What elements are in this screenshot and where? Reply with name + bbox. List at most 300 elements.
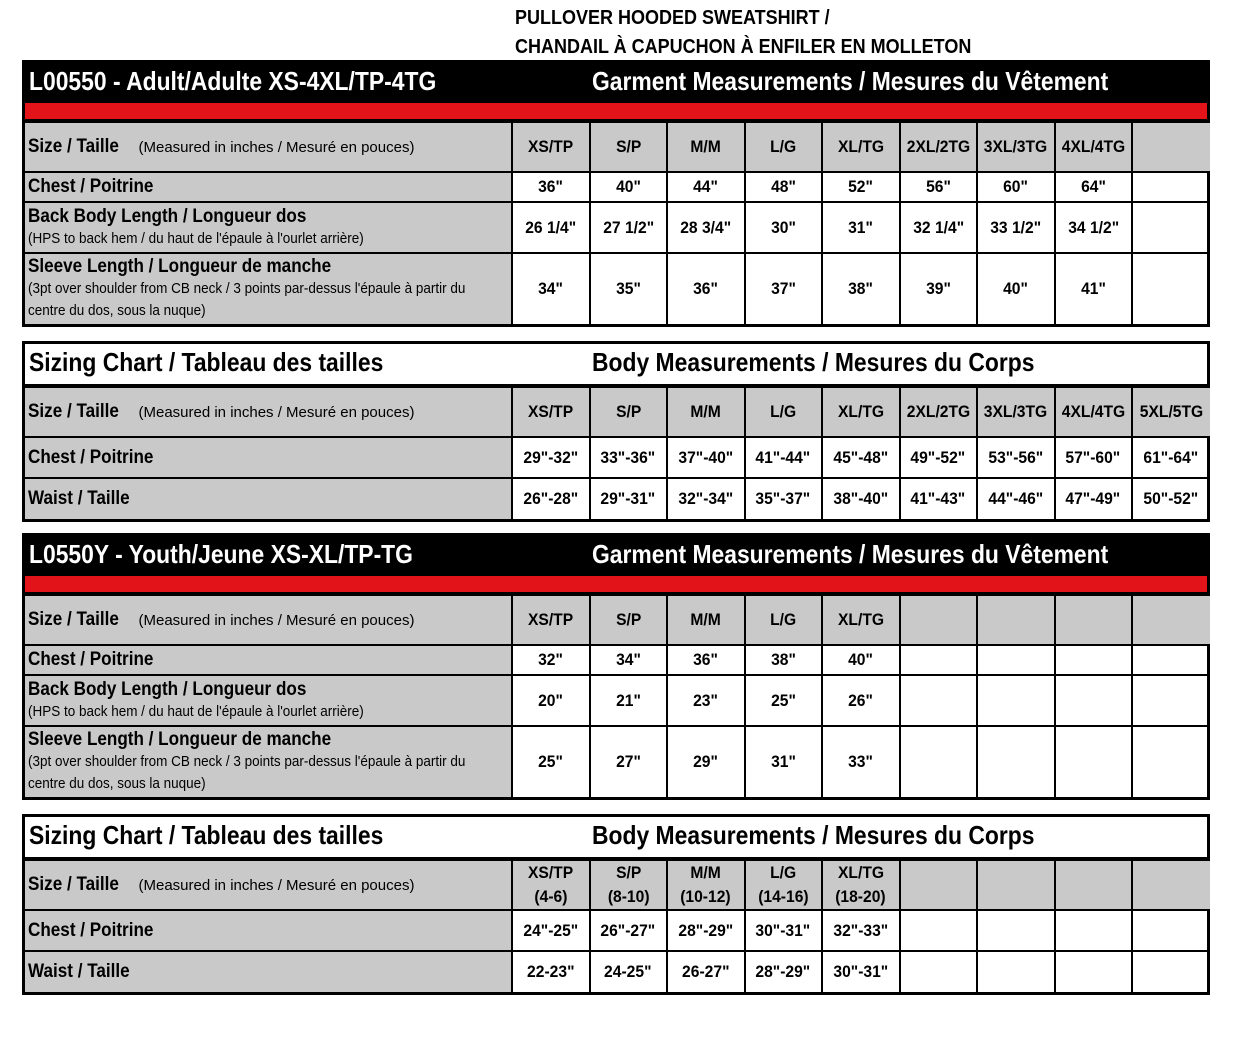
measurement-value-cell	[977, 172, 1055, 202]
measurement-value: 36"	[538, 177, 564, 196]
measurement-value-cell	[745, 951, 823, 992]
measurement-value-cell	[977, 202, 1055, 253]
size-header-cell	[1132, 387, 1210, 437]
measurement-value-cell	[977, 951, 1055, 992]
size-header-cell	[1132, 122, 1210, 172]
measurement-value: 33"	[848, 752, 874, 771]
measurement-value-cell	[977, 675, 1055, 726]
measurement-note: (HPS to back hem / du haut de l'épaule à l'ourlet arrière)	[28, 230, 364, 247]
measurement-value: 38"	[848, 279, 874, 298]
measurement-label: Chest / Poitrine	[28, 919, 154, 941]
section-header	[25, 536, 1207, 576]
size-code: S/P	[615, 402, 641, 421]
measurement-value-cell	[1055, 172, 1133, 202]
measurement-note: (3pt over shoulder from CB neck / 3 points par-dessus l'épaule à partir du centre du dos, sous la nuque)	[28, 281, 466, 319]
youth-body-section	[22, 814, 1210, 995]
size-code: 3XL/3TG	[984, 137, 1048, 156]
size-header-cell	[590, 860, 668, 910]
measurement-value: 49"-52"	[910, 447, 966, 467]
adult-body-section	[22, 341, 1210, 522]
size-code: M/M	[690, 402, 721, 421]
size-header-cell	[1055, 860, 1133, 910]
measurement-value: 28 3/4"	[680, 217, 732, 237]
measurement-value: 31"	[848, 217, 874, 237]
measurement-value-cell	[667, 437, 745, 478]
measurement-value: 30"-31"	[755, 920, 811, 940]
red-divider	[25, 576, 1207, 594]
size-header-cell	[977, 860, 1055, 910]
measurement-value: 34"	[615, 650, 641, 669]
section-subtitle: Garment Measurements / Mesures du Vêtement	[592, 539, 1109, 569]
row-label-cell	[25, 645, 512, 675]
size-label-cell	[25, 387, 512, 437]
measurement-value: 34"	[538, 279, 564, 298]
measurement-value: 26"-27"	[600, 920, 656, 940]
measurement-value-cell	[900, 645, 978, 675]
size-code: L/G	[770, 863, 797, 882]
measurement-value: 44"	[693, 177, 719, 196]
size-code: 4XL/4TG	[1061, 137, 1125, 156]
measurement-value: 48"	[770, 177, 796, 196]
measurement-value-cell	[512, 202, 590, 253]
size-header-cell	[900, 122, 978, 172]
measurement-value-cell	[822, 726, 900, 797]
measurement-value: 45"-48"	[833, 447, 889, 467]
measurement-label: Back Body Length / Longueur dos	[28, 678, 307, 700]
measurement-value-cell	[745, 253, 823, 324]
measurement-value-cell	[667, 726, 745, 797]
measurement-value-cell	[590, 478, 668, 519]
size-note: (Measured in inches / Mesuré en pouces)	[138, 612, 415, 629]
measurement-value-cell	[590, 645, 668, 675]
size-header-cell	[667, 122, 745, 172]
measurement-note: (3pt over shoulder from CB neck / 3 points par-dessus l'épaule à partir du centre du dos, sous la nuque)	[28, 754, 466, 792]
measurement-value-cell	[822, 172, 900, 202]
measurement-value: 26 1/4"	[525, 217, 577, 237]
measurement-value-cell	[745, 478, 823, 519]
size-table	[25, 386, 1210, 519]
size-code: XS/TP	[528, 610, 574, 629]
size-header-cell	[1055, 387, 1133, 437]
size-label: Size / Taille	[28, 401, 119, 422]
measurement-value-cell	[745, 910, 823, 951]
row-label-cell	[25, 910, 512, 951]
size-range: (14-16)	[758, 887, 809, 906]
red-divider	[25, 103, 1207, 121]
size-header-cell	[977, 387, 1055, 437]
measurement-value: 32"	[538, 650, 564, 669]
measurement-value-cell	[745, 675, 823, 726]
measurement-value: 38"	[770, 650, 796, 669]
measurement-value: 47"-49"	[1065, 489, 1121, 508]
row-label-cell	[25, 675, 512, 726]
measurement-value-cell	[745, 202, 823, 253]
measurement-value: 32"-34"	[678, 489, 734, 508]
size-header-cell	[512, 122, 590, 172]
measurement-row	[25, 675, 1210, 726]
measurement-row	[25, 202, 1210, 253]
measurement-value-cell	[667, 478, 745, 519]
measurement-value: 31"	[770, 752, 796, 771]
measurement-value-cell	[822, 645, 900, 675]
measurement-label: Waist / Taille	[28, 488, 130, 509]
size-header-row	[25, 387, 1210, 437]
measurement-value-cell	[1055, 437, 1133, 478]
measurement-value-cell	[667, 645, 745, 675]
measurement-value-cell	[1132, 645, 1210, 675]
measurement-row	[25, 645, 1210, 675]
measurement-value-cell	[900, 172, 978, 202]
measurement-value-cell	[977, 253, 1055, 324]
measurement-value-cell	[1055, 675, 1133, 726]
measurement-value-cell	[1132, 951, 1210, 992]
measurement-note: (HPS to back hem / du haut de l'épaule à l'ourlet arrière)	[28, 703, 364, 720]
size-code: 4XL/4TG	[1061, 402, 1125, 421]
section-title: Sizing Chart / Tableau des tailles	[29, 820, 384, 850]
measurement-value-cell	[590, 253, 668, 324]
measurement-value-cell	[900, 910, 978, 951]
measurement-value-cell	[745, 726, 823, 797]
document-title	[515, 4, 971, 62]
measurement-value-cell	[512, 172, 590, 202]
size-code: S/P	[615, 137, 641, 156]
measurement-row	[25, 951, 1210, 992]
measurement-value-cell	[1055, 478, 1133, 519]
measurement-value-cell	[1055, 253, 1133, 324]
size-code: M/M	[690, 137, 721, 156]
measurement-value-cell	[1132, 726, 1210, 797]
size-range: (18-20)	[835, 887, 886, 906]
measurement-value-cell	[900, 478, 978, 519]
measurement-value-cell	[822, 910, 900, 951]
measurement-label: Sleeve Length / Longueur de manche	[28, 729, 332, 750]
size-code: L/G	[770, 137, 797, 156]
size-code: 2XL/2TG	[906, 137, 970, 156]
size-code: XL/TG	[837, 610, 884, 629]
measurement-value-cell	[1132, 910, 1210, 951]
section-header	[25, 817, 1207, 859]
size-header-cell	[1132, 595, 1210, 645]
size-header-cell	[1055, 122, 1133, 172]
measurement-value-cell	[512, 910, 590, 951]
measurement-value-cell	[822, 675, 900, 726]
measurement-value: 32 1/4"	[912, 217, 964, 237]
size-label-cell	[25, 122, 512, 172]
measurement-value-cell	[745, 645, 823, 675]
measurement-value-cell	[590, 437, 668, 478]
measurement-value-cell	[977, 910, 1055, 951]
size-header-row	[25, 122, 1210, 172]
measurement-value: 29"-31"	[600, 489, 656, 508]
size-code: XS/TP	[528, 137, 574, 156]
size-header-row	[25, 595, 1210, 645]
measurement-value-cell	[977, 478, 1055, 519]
size-header-cell	[1055, 595, 1133, 645]
size-code: L/G	[770, 402, 797, 421]
size-label: Size / Taille	[28, 609, 119, 630]
measurement-value: 24"-25"	[523, 920, 579, 940]
measurement-value: 21"	[615, 690, 641, 710]
size-code: S/P	[615, 610, 641, 629]
measurement-label: Sleeve Length / Longueur de manche	[28, 256, 332, 277]
measurement-label: Chest / Poitrine	[28, 176, 154, 197]
section-title: L00550 - Adult/Adulte XS-4XL/TP-4TG	[29, 66, 437, 96]
measurement-value-cell	[977, 645, 1055, 675]
measurement-value: 24-25"	[604, 962, 652, 981]
measurement-value: 37"	[770, 279, 796, 298]
measurement-value: 25"	[770, 690, 796, 710]
measurement-label: Back Body Length / Longueur dos	[28, 205, 307, 227]
measurement-value: 27"	[615, 752, 641, 771]
measurement-value-cell	[590, 726, 668, 797]
measurement-value-cell	[1132, 478, 1210, 519]
size-header-cell	[822, 860, 900, 910]
size-range: (4-6)	[534, 887, 568, 906]
measurement-value-cell	[900, 437, 978, 478]
size-header-cell	[512, 860, 590, 910]
measurement-value-cell	[1055, 910, 1133, 951]
measurement-value: 36"	[693, 279, 719, 298]
measurement-row	[25, 478, 1210, 519]
measurement-label: Chest / Poitrine	[28, 649, 154, 670]
measurement-value: 20"	[538, 690, 564, 710]
measurement-value: 41"-44"	[755, 447, 811, 467]
measurement-value-cell	[512, 645, 590, 675]
measurement-value-cell	[667, 172, 745, 202]
measurement-value-cell	[667, 951, 745, 992]
measurement-value-cell	[590, 910, 668, 951]
size-header-cell	[822, 122, 900, 172]
size-header-cell	[745, 122, 823, 172]
section-header	[25, 344, 1207, 386]
size-label-cell	[25, 595, 512, 645]
measurement-value-cell	[745, 437, 823, 478]
row-label-cell	[25, 726, 512, 797]
measurement-value-cell	[512, 478, 590, 519]
measurement-value-cell	[1132, 172, 1210, 202]
measurement-value: 23"	[693, 690, 719, 710]
measurement-value: 26"	[848, 690, 874, 710]
size-note: (Measured in inches / Mesuré en pouces)	[138, 139, 415, 156]
measurement-value: 64"	[1080, 177, 1106, 196]
row-label-cell	[25, 253, 512, 324]
size-label-cell	[25, 860, 512, 910]
measurement-value-cell	[900, 253, 978, 324]
size-code: 5XL/5TG	[1139, 402, 1203, 421]
measurement-value-cell	[977, 726, 1055, 797]
measurement-value-cell	[1132, 437, 1210, 478]
measurement-value: 40"	[848, 650, 874, 669]
measurement-value: 41"	[1080, 279, 1106, 298]
measurement-value-cell	[977, 437, 1055, 478]
size-note: (Measured in inches / Mesuré en pouces)	[138, 404, 415, 421]
adult-garment-section	[22, 60, 1210, 327]
size-header-cell	[590, 122, 668, 172]
row-label-cell	[25, 172, 512, 202]
size-header-cell	[512, 595, 590, 645]
size-header-cell	[977, 595, 1055, 645]
size-range: (10-12)	[680, 887, 731, 906]
size-header-cell	[590, 595, 668, 645]
size-label: Size / Taille	[28, 136, 119, 157]
measurement-value: 40"	[1003, 279, 1029, 298]
measurement-value: 40"	[615, 177, 641, 196]
measurement-value-cell	[822, 202, 900, 253]
size-code: 3XL/3TG	[984, 402, 1048, 421]
measurement-value-cell	[822, 437, 900, 478]
measurement-value-cell	[512, 726, 590, 797]
measurement-value: 35"	[615, 279, 641, 298]
size-header-cell	[1132, 860, 1210, 910]
measurement-value-cell	[512, 675, 590, 726]
row-label-cell	[25, 478, 512, 519]
measurement-value: 35"-37"	[755, 489, 811, 508]
size-code: S/P	[615, 863, 641, 882]
measurement-value: 26-27"	[682, 962, 730, 981]
measurement-value: 33 1/2"	[990, 217, 1042, 237]
measurement-value-cell	[667, 675, 745, 726]
measurement-value: 22-23"	[527, 962, 575, 981]
section-title: L0550Y - Youth/Jeune XS-XL/TP-TG	[29, 539, 413, 569]
size-header-row	[25, 860, 1210, 910]
measurement-value: 29"-32"	[523, 447, 579, 467]
measurement-value-cell	[900, 951, 978, 992]
size-code: XS/TP	[528, 863, 574, 882]
measurement-value: 37"-40"	[678, 447, 734, 467]
size-code: M/M	[690, 610, 721, 629]
section-subtitle: Body Measurements / Mesures du Corps	[592, 820, 1035, 850]
size-header-cell	[745, 595, 823, 645]
measurement-value-cell	[512, 951, 590, 992]
measurement-value: 25"	[538, 752, 564, 771]
size-code: 2XL/2TG	[906, 402, 970, 421]
measurement-value: 57"-60"	[1065, 447, 1121, 467]
measurement-value: 34 1/2"	[1067, 217, 1119, 237]
section-subtitle: Garment Measurements / Mesures du Vêtement	[592, 66, 1109, 96]
size-code: XS/TP	[528, 402, 574, 421]
measurement-value-cell	[590, 202, 668, 253]
size-header-cell	[900, 387, 978, 437]
size-table	[25, 121, 1210, 324]
row-label-cell	[25, 951, 512, 992]
section-title: Sizing Chart / Tableau des tailles	[29, 347, 384, 377]
size-header-cell	[667, 387, 745, 437]
row-label-cell	[25, 202, 512, 253]
section-header	[25, 63, 1207, 103]
size-header-cell	[900, 860, 978, 910]
measurement-label: Waist / Taille	[28, 961, 130, 982]
measurement-value: 29"	[693, 752, 719, 771]
measurement-value-cell	[1132, 253, 1210, 324]
size-header-cell	[667, 595, 745, 645]
measurement-value-cell	[512, 253, 590, 324]
measurement-value-cell	[822, 951, 900, 992]
size-table	[25, 594, 1210, 797]
measurement-value: 41"-43"	[910, 489, 966, 508]
measurement-value: 39"	[925, 279, 951, 298]
size-code: XL/TG	[837, 863, 884, 882]
size-header-cell	[512, 387, 590, 437]
measurement-value: 44"-46"	[988, 489, 1044, 508]
measurement-value-cell	[1055, 202, 1133, 253]
size-code: XL/TG	[837, 137, 884, 156]
size-range: (8-10)	[607, 887, 650, 906]
measurement-value-cell	[900, 202, 978, 253]
size-code: L/G	[770, 610, 797, 629]
measurement-value-cell	[590, 951, 668, 992]
measurement-value: 38"-40"	[833, 489, 889, 508]
measurement-value: 30"	[770, 217, 796, 237]
size-header-cell	[745, 387, 823, 437]
measurement-value-cell	[822, 253, 900, 324]
measurement-value-cell	[1055, 645, 1133, 675]
measurement-value-cell	[822, 478, 900, 519]
measurement-value: 50"-52"	[1143, 489, 1199, 508]
measurement-value: 61"-64"	[1143, 447, 1199, 467]
size-header-cell	[667, 860, 745, 910]
size-table	[25, 859, 1210, 992]
measurement-row	[25, 437, 1210, 478]
measurement-value-cell	[900, 675, 978, 726]
measurement-label: Chest / Poitrine	[28, 446, 154, 468]
measurement-value: 26"-28"	[523, 489, 579, 508]
measurement-value-cell	[745, 172, 823, 202]
measurement-row	[25, 726, 1210, 797]
size-code: M/M	[690, 863, 721, 882]
size-label: Size / Taille	[28, 874, 119, 895]
measurement-value: 53"-56"	[988, 447, 1044, 467]
measurement-row	[25, 910, 1210, 951]
measurement-value-cell	[512, 437, 590, 478]
measurement-row	[25, 172, 1210, 202]
youth-garment-section	[22, 533, 1210, 800]
size-header-cell	[822, 387, 900, 437]
measurement-value-cell	[1055, 726, 1133, 797]
measurement-value-cell	[590, 675, 668, 726]
measurement-value-cell	[667, 202, 745, 253]
measurement-value: 30"-31"	[833, 962, 889, 981]
measurement-value: 32"-33"	[833, 920, 889, 940]
measurement-value: 27 1/2"	[602, 217, 654, 237]
measurement-value: 28"-29"	[678, 920, 734, 940]
measurement-value-cell	[1055, 951, 1133, 992]
document-title-line-1: PULLOVER HOODED SWEATSHIRT /	[515, 7, 830, 29]
measurement-value-cell	[1132, 202, 1210, 253]
measurement-value: 28"-29"	[755, 962, 811, 981]
size-code: XL/TG	[837, 402, 884, 421]
size-note: (Measured in inches / Mesuré en pouces)	[138, 877, 415, 894]
measurement-value-cell	[1132, 675, 1210, 726]
size-header-cell	[590, 387, 668, 437]
measurement-value-cell	[590, 172, 668, 202]
measurement-value-cell	[900, 726, 978, 797]
size-header-cell	[745, 860, 823, 910]
measurement-row	[25, 253, 1210, 324]
section-subtitle: Body Measurements / Mesures du Corps	[592, 347, 1035, 377]
document-title-line-2: CHANDAIL À CAPUCHON À ENFILER EN MOLLETON	[515, 36, 972, 58]
size-header-cell	[900, 595, 978, 645]
size-header-cell	[822, 595, 900, 645]
measurement-value-cell	[667, 253, 745, 324]
measurement-value: 56"	[925, 177, 951, 196]
measurement-value: 52"	[848, 177, 874, 196]
measurement-value-cell	[667, 910, 745, 951]
size-header-cell	[977, 122, 1055, 172]
measurement-value: 33"-36"	[600, 447, 656, 467]
measurement-value: 60"	[1003, 177, 1029, 196]
measurement-value: 36"	[693, 650, 719, 669]
row-label-cell	[25, 437, 512, 478]
